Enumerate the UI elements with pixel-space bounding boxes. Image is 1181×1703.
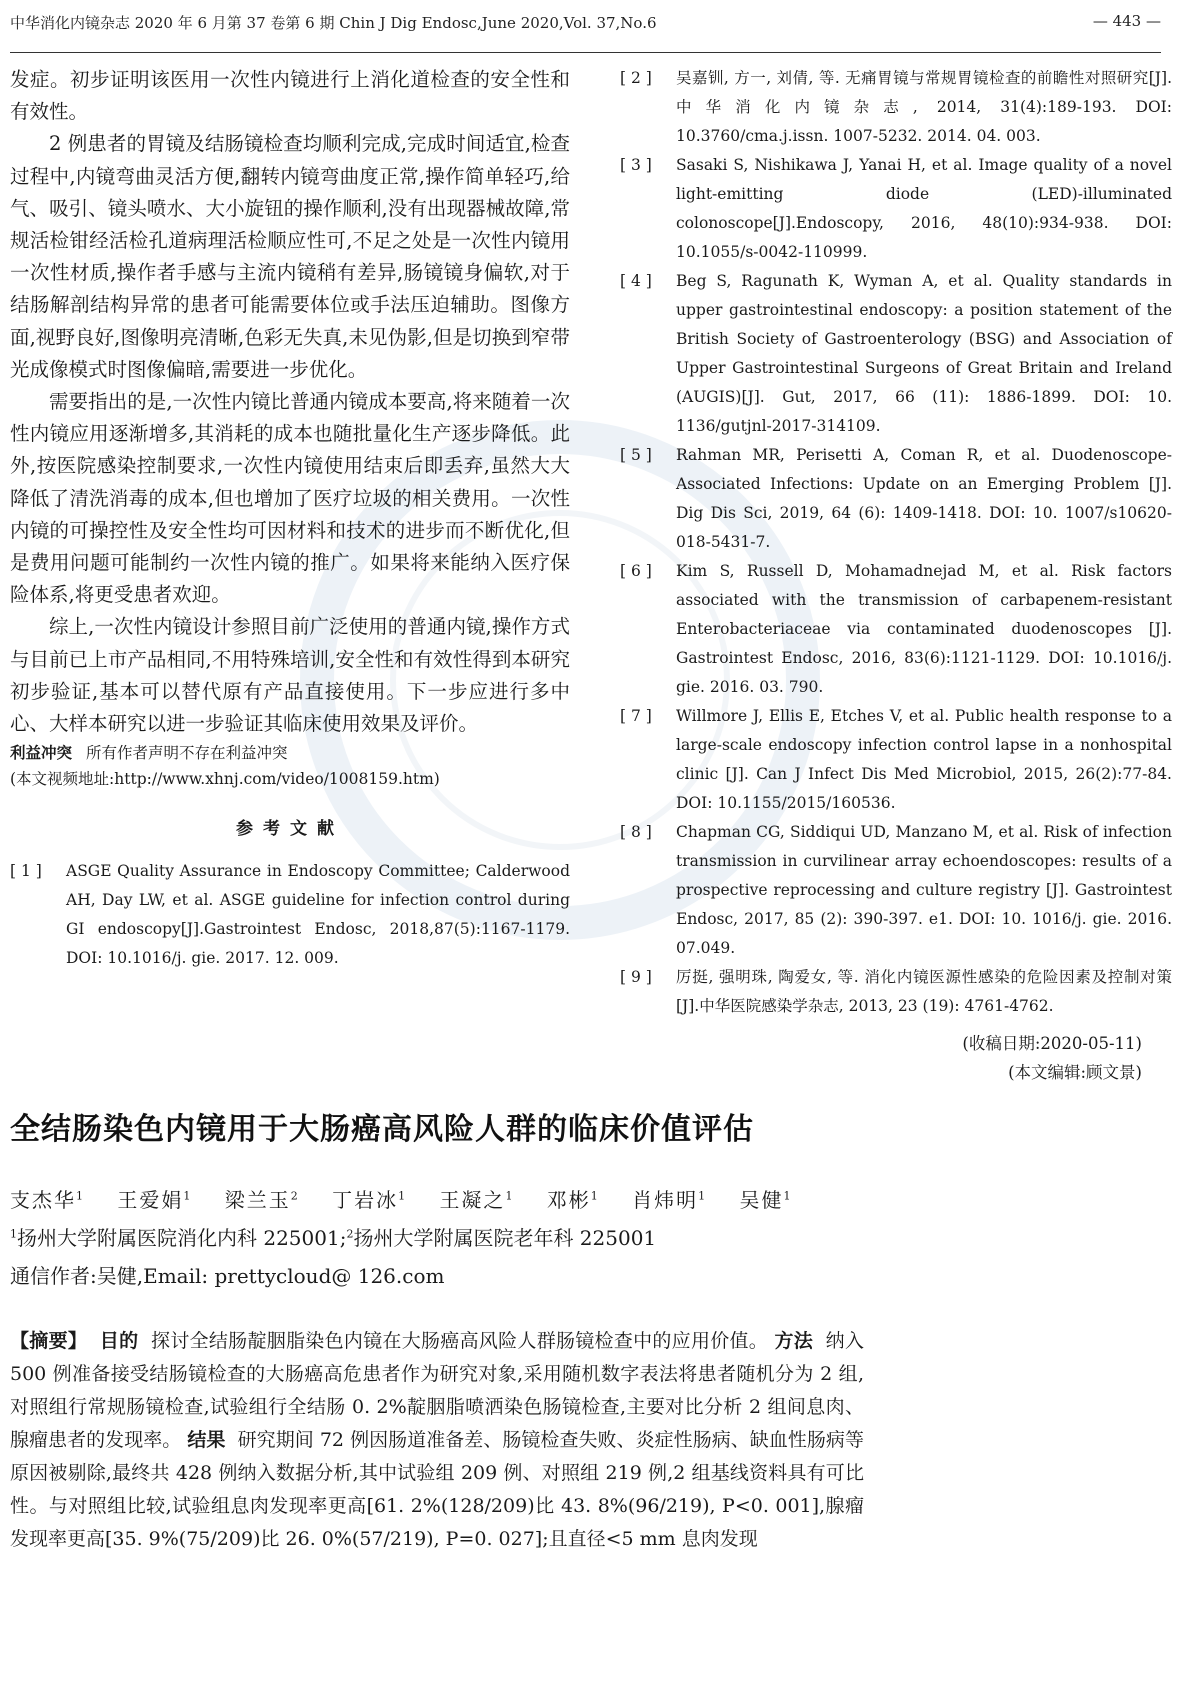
author: 丁岩冰$^1$: [332, 1188, 408, 1212]
article-title: 全结肠染色内镜用于大肠癌高风险人群的临床价值评估: [10, 1112, 754, 1147]
reference-number: [ 5 ]: [620, 446, 652, 464]
results-text: 研究期间 72 例因肠道准备差、肠镜检查失败、炎症性肠病、缺血性肠病等原因被剔除,最终共 428 例纳入数据分析,其中试验组 209 例、对照组 219 例,2 组基线资料具有可比性。与对照组比较,试验组息肉发现率更高[61. 2%(128/209)比 43. 8%(96/219), P<0. 001],腺瘤发现率更高[35. 9%(75/209)比 26. 0%(57/219), P=0. 027];且直径<5 mm 息肉发现: [10, 1429, 864, 1550]
reference-text: 吴嘉钏, 方一, 刘倩, 等. 无痛胃镜与常规胃镜检查的前瞻性对照研究[J].中华消化内镜杂志, 2014, 31(4):189-193. DOI: 10.3760/cma.j.issn. 1007-5232. 2014. 04. 003.: [676, 69, 1172, 145]
received-date: (收稿日期:2020-05-11): [962, 1034, 1142, 1053]
header-rule: [10, 52, 1161, 53]
reference-text: ASGE Quality Assurance in Endoscopy Committee; Calderwood AH, Day LW, et al. ASGE guideline for infection control during GI endoscopy[J].Gastrointest Endosc, 2018,87(5):1167-1179. DOI: 10.1016/j. gie. 2017. 12. 009.: [66, 862, 570, 968]
reference-number: [ 2 ]: [620, 69, 652, 87]
conflict-label: 利益冲突: [10, 743, 73, 763]
reference-item: [10, 857, 570, 973]
reference-item: [620, 267, 1172, 441]
reference-text: Kim S, Russell D, Mohamadnejad M, et al. Risk factors associated with the transmission of carbapenem-resistant Enterobacteriaceae via contaminated duodenoscopes [J]. Gastrointest Endosc, 2016, 83(6):1121-1129. DOI: 10.1016/j. gie. 2016. 03. 790.: [676, 562, 1172, 696]
affiliation-2: 扬州大学附属医院老年科 225001: [353, 1226, 657, 1250]
reference-text: Rahman MR, Perisetti A, Coman R, et al. Duodenoscope-Associated Infections: Update on an Emerging Problem [J]. Dig Dis Sci, 2019, 64 (6): 1409-1418. DOI: 10. 1007/s10620-018-5431-7.: [676, 446, 1172, 551]
methods-label: 方法: [774, 1330, 814, 1352]
affiliation-mark: 1: [10, 1227, 17, 1241]
reference-item: [620, 702, 1172, 818]
paragraph: 需要指出的是,一次性内镜比普通内镜成本要高,将来随着一次性内镜应用逐渐增多,其消耗的成本也随批量化生产逐步降低。此外,按医院感染控制要求,一次性内镜使用结束后即丢弃,虽然大大降低了清洗消毒的成本,但也增加了医疗垃圾的相关费用。一次性内镜的可操控性及安全性均可因材料和技术的进步而不断优化,但是费用问题可能制约一次性内镜的推广。如果将来能纳入医疗保险体系,将更受患者欢迎。: [10, 390, 570, 607]
reference-item: [620, 64, 1172, 151]
objective-label: 目的: [99, 1330, 139, 1352]
affiliations: [10, 1222, 656, 1251]
paragraph: 2 例患者的胃镜及结肠镜检查均顺利完成,完成时间适宜,检查过程中,内镜弯曲灵活方便,翻转内镜弯曲度正常,操作简单轻巧,给气、吸引、镜头喷水、大小旋钮的操作顺利,没有出现器械故障,常规活检钳经活检孔道病理活检顺应性可,不足之处是一次性内镜用一次性材质,操作者手感与主流内镜稍有差异,肠镜镜身偏软,对于结肠解剖结构异常的患者可能需要体位或手法压迫辅助。图像方面,视野良好,图像明亮清晰,色彩无失真,未见伪影,但是切换到窄带光成像模式时图像偏暗,需要进一步优化。: [10, 132, 570, 381]
author: 梁兰玉$^2$: [224, 1188, 300, 1212]
paragraph: 综上,一次性内镜设计参照目前广泛使用的普通内镜,操作方式与目前已上市产品相同,不用特殊培训,安全性和有效性得到本研究初步验证,基本可以替代原有产品直接使用。下一步应进行多中心、大样本研究以进一步验证其临床使用效果及评价。: [10, 615, 570, 736]
author: 王爱娟$^1$: [117, 1188, 193, 1212]
reference-number: [ 4 ]: [620, 272, 652, 290]
paragraph: 发症。初步证明该医用一次性内镜进行上消化道检查的安全性和有效性。: [10, 68, 570, 124]
author: 吴健$^1$: [739, 1188, 793, 1212]
author: 邓彬$^1$: [546, 1188, 600, 1212]
reference-item: [620, 441, 1172, 557]
reference-text: Willmore J, Ellis E, Etches V, et al. Public health response to a large-scale endoscopy infection control lapse in a nonhospital clinic [J]. Can J Infect Dis Med Microbiol, 2015, 26(2):77-84. DOI: 10.1155/2015/160536.: [676, 707, 1172, 812]
abstract: [10, 1325, 864, 1556]
author: 肖炜明$^1$: [632, 1188, 708, 1212]
reference-text: Sasaki S, Nishikawa J, Yanai H, et al. Image quality of a novel light-emitting diode (LED)-illuminated colonoscope[J].Endoscopy, 2016, 48(10):934-938. DOI: 10.1055/s-0042-110999.: [676, 156, 1172, 261]
abstract-label: 【摘要】: [10, 1330, 88, 1352]
reference-text: Chapman CG, Siddiqui UD, Manzano M, et al. Risk of infection transmission in curvilinear array echoendoscopes: results of a prospective reprocessing and culture registry [J]. Gastrointest Endosc, 2017, 85 (2): 390-397. e1. DOI: 10. 1016/j. gie. 2016. 07.049.: [676, 823, 1172, 957]
methods-text: 纳入 500 例准备接受结肠镜检查的大肠癌高危患者作为研究对象,采用随机数字表法将患者随机分为 2 组,对照组行常规肠镜检查,试验组行全结肠 0. 2%靛胭脂喷洒染色肠镜检查,主要对比分析 2 组间息肉、腺瘤患者的发现率。: [10, 1330, 864, 1451]
reference-item: [620, 963, 1172, 1021]
reference-number: [ 8 ]: [620, 823, 652, 841]
reference-item: [620, 818, 1172, 963]
reference-text: Beg S, Ragunath K, Wyman A, et al. Quality standards in upper gastrointestinal endoscopy: a position statement of the British Society of Gastroenterology (BSG) and Association of Upper Gastrointestinal Surgeons of Great Britain and Ireland (AUGIS)[J]. Gut, 2017, 66 (11): 1886-1899. DOI: 10. 1136/gutjnl-2017-314109.: [676, 272, 1172, 435]
page-number: — 443 —: [1092, 12, 1161, 30]
reference-number: [ 6 ]: [620, 562, 652, 580]
affiliation-mark: 2: [346, 1227, 354, 1241]
running-header: [10, 12, 1161, 34]
corresponding-author: 通信作者:吴健,Email: prettycloud@ 126.com: [10, 1264, 445, 1288]
objective-text: 探讨全结肠靛胭脂染色内镜在大肠癌高风险人群肠镜检查中的应用价值。: [151, 1330, 769, 1352]
right-column: [620, 64, 1172, 1087]
reference-text: 厉挺, 强明珠, 陶爱女, 等. 消化内镜医源性感染的危险因素及控制对策[J].中华医院感染学杂志, 2013, 23 (19): 4761-4762.: [676, 968, 1172, 1015]
affiliation-1: 扬州大学附属医院消化内科 225001;: [17, 1226, 347, 1250]
video-note: (本文视频地址:http://www.xhnj.com/video/1008159.htm): [10, 770, 440, 789]
reference-item: [620, 557, 1172, 702]
reference-number: [ 9 ]: [620, 968, 652, 986]
author: 王凝之$^1$: [439, 1188, 515, 1212]
conflict-of-interest: [10, 740, 570, 766]
references-heading: 参考文献: [236, 819, 344, 840]
reference-number: [ 3 ]: [620, 156, 652, 174]
reference-number: [ 7 ]: [620, 707, 652, 725]
results-label: 结果: [187, 1429, 226, 1451]
reference-item: [620, 151, 1172, 267]
editor-note: (本文编辑:顾文景): [1008, 1063, 1142, 1082]
reference-number: [ 1 ]: [10, 862, 42, 881]
left-column: [10, 64, 570, 973]
author: 支杰华$^1$: [10, 1188, 85, 1212]
conflict-text: 所有作者声明不存在利益冲突: [86, 744, 288, 763]
author-list: [10, 1184, 817, 1213]
journal-citation: 中华消化内镜杂志 2020 年 6 月第 37 卷第 6 期 Chin J Dig Endosc,June 2020,Vol. 37,No.6: [10, 14, 657, 32]
